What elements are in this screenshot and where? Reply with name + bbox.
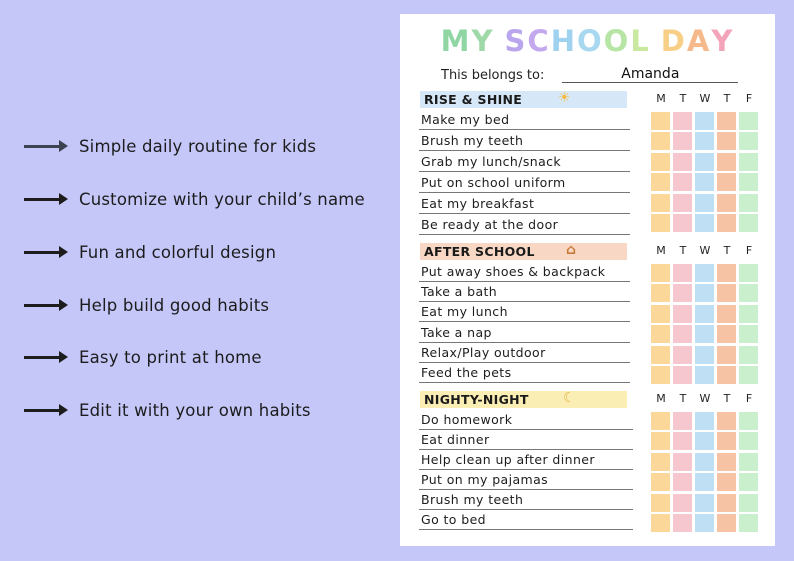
checkbox-cell[interactable] bbox=[673, 194, 692, 212]
day-label: T bbox=[679, 244, 687, 257]
arrow-right-icon bbox=[24, 298, 68, 312]
checkbox-cell[interactable] bbox=[673, 132, 692, 150]
section-title: RISE & SHINE bbox=[424, 92, 523, 107]
checkbox-cell[interactable] bbox=[695, 366, 714, 384]
checkbox-cell[interactable] bbox=[673, 264, 692, 282]
title-letter: O bbox=[603, 24, 631, 58]
checkbox-cell[interactable] bbox=[673, 432, 692, 450]
checkbox-cell[interactable] bbox=[673, 366, 692, 384]
title-letter: A bbox=[686, 24, 712, 58]
section-title: NIGHTY-NIGHT bbox=[424, 392, 529, 407]
checkbox-cell[interactable] bbox=[673, 473, 692, 491]
task-item: Do homework bbox=[419, 410, 633, 430]
checkbox-cell[interactable] bbox=[695, 132, 714, 150]
title-letter bbox=[651, 24, 661, 58]
checkbox-cell[interactable] bbox=[651, 494, 670, 512]
checkbox-cell[interactable] bbox=[717, 366, 736, 384]
checkbox-cell[interactable] bbox=[651, 284, 670, 302]
owner-line bbox=[441, 66, 738, 83]
checkbox-cell[interactable] bbox=[651, 214, 670, 232]
task-item: Grab my lunch/snack bbox=[419, 152, 630, 172]
task-item: Feed the pets bbox=[419, 363, 630, 383]
day-label: T bbox=[723, 92, 731, 105]
checkbox-cell[interactable] bbox=[651, 264, 670, 282]
task-item: Eat my lunch bbox=[419, 302, 630, 322]
checkbox-cell[interactable] bbox=[673, 173, 692, 191]
checkbox-cell[interactable] bbox=[717, 112, 736, 130]
checkbox-cell[interactable] bbox=[651, 412, 670, 430]
task-item: Go to bed bbox=[419, 510, 633, 530]
arrow-right-icon bbox=[24, 192, 68, 206]
checkbox-cell[interactable] bbox=[673, 284, 692, 302]
checkbox-cell[interactable] bbox=[739, 305, 758, 323]
checkbox-cell[interactable] bbox=[739, 453, 758, 471]
day-label: T bbox=[723, 244, 731, 257]
checkbox-cell[interactable] bbox=[739, 214, 758, 232]
checkbox-cell[interactable] bbox=[651, 194, 670, 212]
task-item: Make my bed bbox=[419, 110, 630, 130]
checkbox-cell[interactable] bbox=[717, 153, 736, 171]
section-header bbox=[420, 243, 627, 260]
day-labels bbox=[650, 92, 760, 105]
checkbox-cell[interactable] bbox=[651, 473, 670, 491]
checkbox-cell[interactable] bbox=[695, 346, 714, 364]
owner-name: Amanda bbox=[562, 66, 738, 83]
checkbox-cell[interactable] bbox=[651, 305, 670, 323]
feature-text: Edit it with your own habits bbox=[79, 400, 311, 420]
day-label: F bbox=[745, 392, 753, 405]
feature-item bbox=[24, 342, 262, 372]
title-letter: O bbox=[577, 24, 604, 58]
day-label: M bbox=[656, 92, 666, 105]
checkbox-cell[interactable] bbox=[695, 194, 714, 212]
checkbox-cell[interactable] bbox=[695, 264, 714, 282]
day-label: T bbox=[679, 392, 687, 405]
checkbox-cell[interactable] bbox=[739, 346, 758, 364]
task-item: Put on school uniform bbox=[419, 173, 630, 193]
feature-item bbox=[24, 290, 269, 320]
day-label: T bbox=[679, 92, 687, 105]
feature-item bbox=[24, 131, 316, 161]
title-letter: M bbox=[440, 24, 472, 58]
checkbox-cell[interactable] bbox=[651, 173, 670, 191]
day-label: M bbox=[656, 244, 666, 257]
feature-text: Customize with your child’s name bbox=[79, 189, 365, 209]
task-item: Be ready at the door bbox=[419, 215, 630, 235]
checkbox-cell[interactable] bbox=[695, 473, 714, 491]
day-labels bbox=[650, 392, 760, 405]
title-letter: D bbox=[660, 24, 687, 58]
belongs-label: This belongs to: bbox=[441, 68, 545, 83]
checkbox-grid bbox=[651, 112, 761, 234]
checkbox-cell[interactable] bbox=[695, 325, 714, 343]
title-letter: C bbox=[527, 24, 551, 58]
checkbox-cell[interactable] bbox=[717, 325, 736, 343]
checkbox-cell[interactable] bbox=[673, 514, 692, 532]
day-label: W bbox=[699, 92, 711, 105]
checkbox-grid bbox=[651, 264, 761, 386]
house-icon: ⌂ bbox=[566, 242, 577, 258]
checkbox-cell[interactable] bbox=[695, 494, 714, 512]
checkbox-cell[interactable] bbox=[695, 305, 714, 323]
checkbox-cell[interactable] bbox=[717, 494, 736, 512]
checkbox-cell[interactable] bbox=[651, 112, 670, 130]
title-letter: H bbox=[550, 24, 577, 58]
checkbox-cell[interactable] bbox=[651, 132, 670, 150]
arrow-right-icon bbox=[24, 245, 68, 259]
title-letter bbox=[495, 24, 505, 58]
section-header bbox=[420, 391, 627, 408]
chart-title bbox=[400, 24, 775, 58]
checkbox-cell[interactable] bbox=[651, 325, 670, 343]
checkbox-cell[interactable] bbox=[695, 453, 714, 471]
checkbox-cell[interactable] bbox=[651, 346, 670, 364]
checkbox-cell[interactable] bbox=[673, 494, 692, 512]
feature-item bbox=[24, 184, 365, 214]
checkbox-cell[interactable] bbox=[717, 432, 736, 450]
school-day-chart bbox=[400, 14, 775, 546]
day-label: W bbox=[699, 244, 711, 257]
checkbox-cell[interactable] bbox=[739, 112, 758, 130]
checkbox-cell[interactable] bbox=[739, 325, 758, 343]
checkbox-cell[interactable] bbox=[717, 194, 736, 212]
feature-text: Easy to print at home bbox=[79, 347, 262, 367]
title-letter: S bbox=[504, 24, 528, 58]
checkbox-cell[interactable] bbox=[651, 366, 670, 384]
checkbox-cell[interactable] bbox=[739, 194, 758, 212]
day-label: W bbox=[699, 392, 711, 405]
checkbox-cell[interactable] bbox=[739, 264, 758, 282]
title-letter: L bbox=[630, 24, 651, 58]
title-letter: Y bbox=[471, 24, 495, 58]
section-title: AFTER SCHOOL bbox=[424, 244, 535, 259]
title-letter: Y bbox=[711, 24, 735, 58]
checkbox-cell[interactable] bbox=[739, 366, 758, 384]
checkbox-cell[interactable] bbox=[717, 305, 736, 323]
checkbox-cell[interactable] bbox=[717, 346, 736, 364]
checkbox-cell[interactable] bbox=[695, 412, 714, 430]
checkbox-cell[interactable] bbox=[739, 473, 758, 491]
checkbox-cell[interactable] bbox=[695, 214, 714, 232]
checkbox-cell[interactable] bbox=[651, 514, 670, 532]
checkbox-cell[interactable] bbox=[673, 453, 692, 471]
day-label: F bbox=[745, 244, 753, 257]
task-item: Put on my pajamas bbox=[419, 470, 633, 490]
checkbox-cell[interactable] bbox=[717, 132, 736, 150]
checkbox-cell[interactable] bbox=[673, 346, 692, 364]
task-item: Help clean up after dinner bbox=[419, 450, 633, 470]
checkbox-cell[interactable] bbox=[739, 173, 758, 191]
checkbox-cell[interactable] bbox=[651, 453, 670, 471]
checkbox-cell[interactable] bbox=[717, 284, 736, 302]
checkbox-cell[interactable] bbox=[717, 453, 736, 471]
checkbox-cell[interactable] bbox=[739, 494, 758, 512]
day-label: M bbox=[656, 392, 666, 405]
checkbox-cell[interactable] bbox=[717, 473, 736, 491]
task-item: Eat my breakfast bbox=[419, 194, 630, 214]
day-label: F bbox=[745, 92, 753, 105]
checkbox-cell[interactable] bbox=[673, 305, 692, 323]
arrow-right-icon bbox=[24, 403, 68, 417]
checkbox-cell[interactable] bbox=[739, 514, 758, 532]
checkbox-cell[interactable] bbox=[673, 325, 692, 343]
task-item: Eat dinner bbox=[419, 430, 633, 450]
feature-item bbox=[24, 395, 311, 425]
checkbox-cell[interactable] bbox=[739, 284, 758, 302]
sun-icon: ☀ bbox=[558, 90, 571, 106]
moon-icon: ☾ bbox=[563, 390, 576, 406]
checkbox-cell[interactable] bbox=[651, 153, 670, 171]
checkbox-cell[interactable] bbox=[673, 412, 692, 430]
task-item: Put away shoes & backpack bbox=[419, 262, 630, 282]
checkbox-cell[interactable] bbox=[695, 432, 714, 450]
feature-text: Fun and colorful design bbox=[79, 242, 277, 262]
checkbox-cell[interactable] bbox=[695, 514, 714, 532]
checkbox-cell[interactable] bbox=[673, 153, 692, 171]
arrow-right-icon bbox=[24, 350, 68, 364]
feature-text: Help build good habits bbox=[79, 295, 270, 315]
task-item: Brush my teeth bbox=[419, 131, 630, 151]
checkbox-cell[interactable] bbox=[673, 112, 692, 130]
checkbox-cell[interactable] bbox=[695, 153, 714, 171]
checkbox-cell[interactable] bbox=[651, 432, 670, 450]
arrow-right-icon bbox=[24, 139, 68, 153]
checkbox-cell[interactable] bbox=[739, 153, 758, 171]
checkbox-grid bbox=[651, 412, 761, 534]
feature-text: Simple daily routine for kids bbox=[79, 136, 317, 156]
day-labels bbox=[650, 244, 760, 257]
checkbox-cell[interactable] bbox=[717, 412, 736, 430]
checkbox-cell[interactable] bbox=[739, 132, 758, 150]
checkbox-cell[interactable] bbox=[717, 264, 736, 282]
section-header bbox=[420, 91, 627, 108]
checkbox-cell[interactable] bbox=[739, 412, 758, 430]
checkbox-cell[interactable] bbox=[695, 284, 714, 302]
task-item: Brush my teeth bbox=[419, 490, 633, 510]
day-label: T bbox=[723, 392, 731, 405]
task-item: Take a bath bbox=[419, 282, 630, 302]
task-item: Take a nap bbox=[419, 323, 630, 343]
checkbox-cell[interactable] bbox=[695, 173, 714, 191]
checkbox-cell[interactable] bbox=[717, 514, 736, 532]
checkbox-cell[interactable] bbox=[673, 214, 692, 232]
checkbox-cell[interactable] bbox=[717, 173, 736, 191]
checkbox-cell[interactable] bbox=[717, 214, 736, 232]
task-item: Relax/Play outdoor bbox=[419, 343, 630, 363]
checkbox-cell[interactable] bbox=[739, 432, 758, 450]
checkbox-cell[interactable] bbox=[695, 112, 714, 130]
feature-item bbox=[24, 237, 276, 267]
